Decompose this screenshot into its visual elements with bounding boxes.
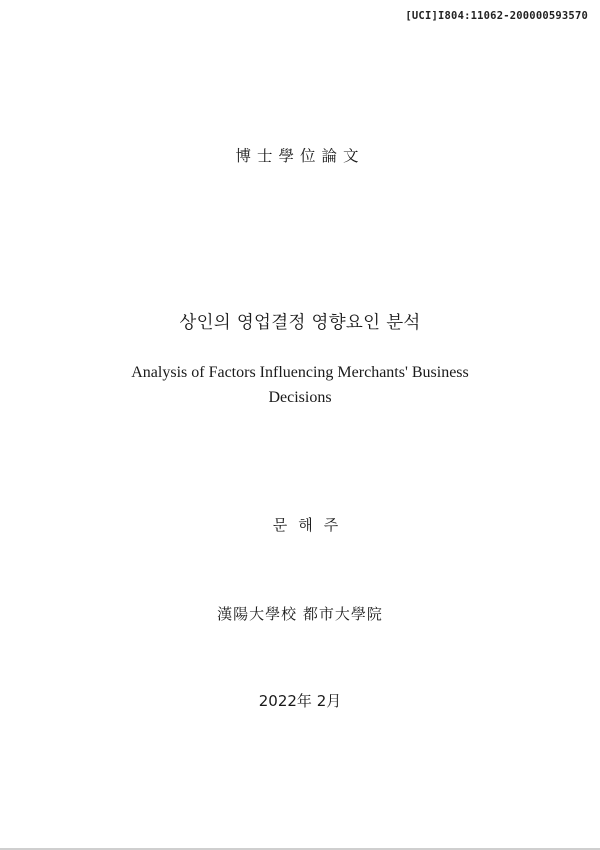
degree-label: 博士學位論文 xyxy=(235,147,365,165)
thesis-title-english-line-1: Analysis of Factors Influencing Merchants' Business xyxy=(131,364,469,381)
uci-identifier: [UCI]I804:11062-200000593570 xyxy=(405,10,588,22)
thesis-title-korean: 상인의 영업결정 영향요인 분석 xyxy=(179,313,421,333)
author-name: 문해주 xyxy=(272,516,350,534)
institution-name: 漢陽大學校 都市大學院 xyxy=(217,605,383,623)
thesis-title-english-line-2: Decisions xyxy=(268,389,332,406)
thesis-title-english xyxy=(0,360,600,410)
submission-date: 2022年 2月 xyxy=(258,692,342,710)
